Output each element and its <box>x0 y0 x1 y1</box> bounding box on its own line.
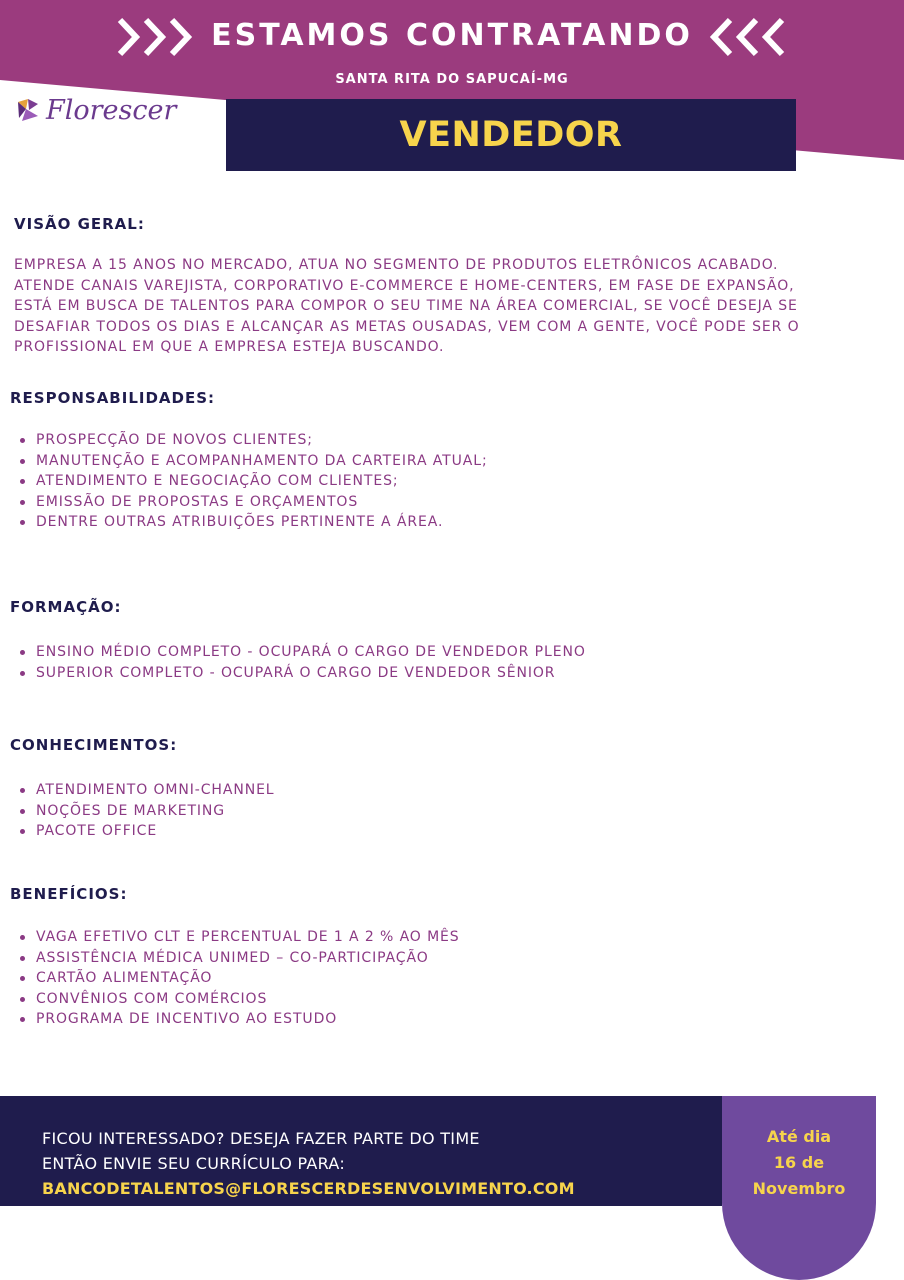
list-item: PROSPECÇÃO DE NOVOS CLIENTES; <box>18 430 488 451</box>
education-list <box>18 642 586 683</box>
deadline-line: 16 de <box>773 1153 825 1172</box>
hiring-title: ESTAMOS CONTRATANDO <box>211 18 693 53</box>
responsibilities-heading: RESPONSABILIDADES: <box>10 389 216 407</box>
overview-line: DESAFIAR TODOS OS DIAS E ALCANÇAR AS METAS OUSADAS, VEM COM A GENTE, VOCÊ PODE SER O <box>14 318 800 335</box>
deadline-line: Até dia <box>766 1127 832 1146</box>
contact-email-link[interactable]: BANCODETALENTOS@FLORESCERDESENVOLVIMENTO.COM <box>42 1179 575 1198</box>
list-item: SUPERIOR COMPLETO - OCUPARÁ O CARGO DE VENDEDOR SÊNIOR <box>18 663 586 684</box>
chevrons-left-icon <box>706 16 788 58</box>
overview-line: ATENDE CANAIS VAREJISTA, CORPORATIVO E-COMMERCE E HOME-CENTERS, EM FASE DE EXPANSÃO, <box>14 277 795 294</box>
benefits-heading: BENEFÍCIOS: <box>10 885 128 903</box>
overview-line: PROFISSIONAL EM QUE A EMPRESA ESTEJA BUSCANDO. <box>14 339 445 355</box>
list-item: EMISSÃO DE PROPOSTAS E ORÇAMENTOS <box>18 492 488 513</box>
footer-question: FICOU INTERESSADO? DESEJA FAZER PARTE DO TIME <box>42 1129 480 1148</box>
knowledge-list <box>18 780 275 842</box>
flower-logo-icon <box>14 96 42 124</box>
list-item: DENTRE OUTRAS ATRIBUIÇÕES PERTINENTE A ÁREA. <box>18 512 488 533</box>
footer-banner <box>0 1096 722 1206</box>
deadline-line: Novembro <box>752 1179 846 1198</box>
list-item: MANUTENÇÃO E ACOMPANHAMENTO DA CARTEIRA ATUAL; <box>18 451 488 472</box>
list-item: PROGRAMA DE INCENTIVO AO ESTUDO <box>18 1009 460 1030</box>
overview-text <box>14 255 894 358</box>
list-item: CARTÃO ALIMENTAÇÃO <box>18 968 460 989</box>
job-title: VENDEDOR <box>399 115 623 155</box>
list-item: ASSISTÊNCIA MÉDICA UNIMED – CO-PARTICIPAÇÃO <box>18 948 460 969</box>
responsibilities-list <box>18 430 488 533</box>
knowledge-heading: CONHECIMENTOS: <box>10 736 178 754</box>
overview-line: ESTÁ EM BUSCA DE TALENTOS PARA COMPOR O SEU TIME NA ÁREA COMERCIAL, SE VOCÊ DESEJA SE <box>14 298 798 314</box>
list-item: VAGA EFETIVO CLT E PERCENTUAL DE 1 A 2 % AO MÊS <box>18 927 460 948</box>
florescer-logo <box>14 92 176 128</box>
list-item: PACOTE OFFICE <box>18 821 275 842</box>
deadline-badge <box>722 1096 876 1280</box>
logo-wordmark: Florescer <box>46 94 177 126</box>
location-subtitle: SANTA RITA DO SAPUCAÍ-MG <box>335 72 569 87</box>
list-item: NOÇÕES DE MARKETING <box>18 801 275 822</box>
education-heading: FORMAÇÃO: <box>10 598 122 616</box>
list-item: ENSINO MÉDIO COMPLETO - OCUPARÁ O CARGO DE VENDEDOR PLENO <box>18 642 586 663</box>
footer-instruction: ENTÃO ENVIE SEU CURRÍCULO PARA: <box>42 1154 346 1173</box>
job-title-box <box>226 99 796 171</box>
list-item: ATENDIMENTO E NEGOCIAÇÃO COM CLIENTES; <box>18 471 488 492</box>
list-item: CONVÊNIOS COM COMÉRCIOS <box>18 989 460 1010</box>
overview-line: EMPRESA A 15 ANOS NO MERCADO, ATUA NO SEGMENTO DE PRODUTOS ELETRÔNICOS ACABADO. <box>14 257 779 273</box>
benefits-list <box>18 927 460 1030</box>
list-item: ATENDIMENTO OMNI-CHANNEL <box>18 780 275 801</box>
overview-heading: VISÃO GERAL: <box>14 215 145 233</box>
